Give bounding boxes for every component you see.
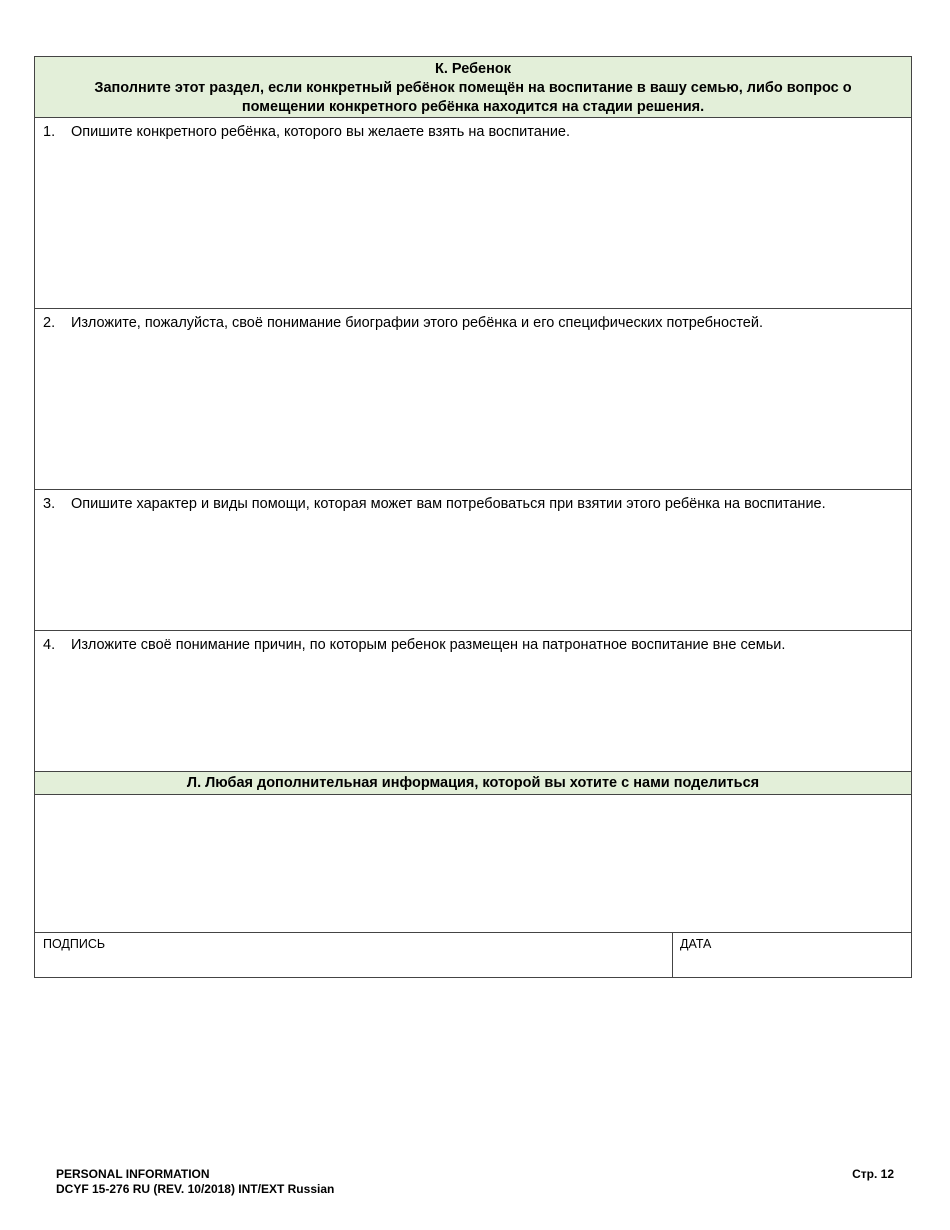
question-1-field[interactable] (35, 118, 911, 309)
question-2-field[interactable] (35, 309, 911, 490)
footer (56, 1167, 334, 1197)
section-l-header: Л. Любая дополнительная информация, которой вы хотите с нами поделиться (35, 771, 911, 795)
page-number: Стр. 12 (852, 1167, 894, 1181)
section-k-subtitle: Заполните этот раздел, если конкретный ребёнок помещён на воспитание в вашу семью, либо вопрос о помещении конкретного ребёнка находится на стадии решения. (94, 80, 852, 115)
question-text: Опишите характер и виды помощи, которая может вам потребоваться при взятии этого ребёнка на воспитание. (71, 496, 826, 512)
section-k-title: К. Ребенок (435, 61, 511, 77)
question-number: 4. (43, 637, 56, 653)
question-number: 3. (43, 496, 56, 512)
section-k-header (35, 57, 911, 118)
question-text: Изложите своё понимание причин, по которым ребенок размещен на патронатное воспитание вне семьи. (71, 637, 786, 653)
question-text: Изложите, пожалуйста, своё понимание биографии этого ребёнка и его специфических потребностей. (71, 315, 763, 331)
question-number: 1. (43, 124, 56, 140)
footer-line-1: PERSONAL INFORMATION (56, 1167, 210, 1181)
signature-field[interactable] (35, 933, 673, 977)
question-3-field[interactable] (35, 490, 911, 631)
question-4-field[interactable] (35, 631, 911, 771)
date-label: ДАТА (680, 937, 712, 951)
footer-line-2: DCYF 15-276 RU (REV. 10/2018) INT/EXT Russian (56, 1182, 335, 1196)
question-text: Опишите конкретного ребёнка, которого вы желаете взять на воспитание. (71, 124, 571, 140)
date-field[interactable] (673, 933, 911, 977)
signature-row (35, 933, 911, 977)
signature-label: ПОДПИСЬ (43, 937, 106, 951)
additional-info-field[interactable] (35, 795, 911, 933)
question-number: 2. (43, 315, 56, 331)
form-table (34, 56, 912, 978)
